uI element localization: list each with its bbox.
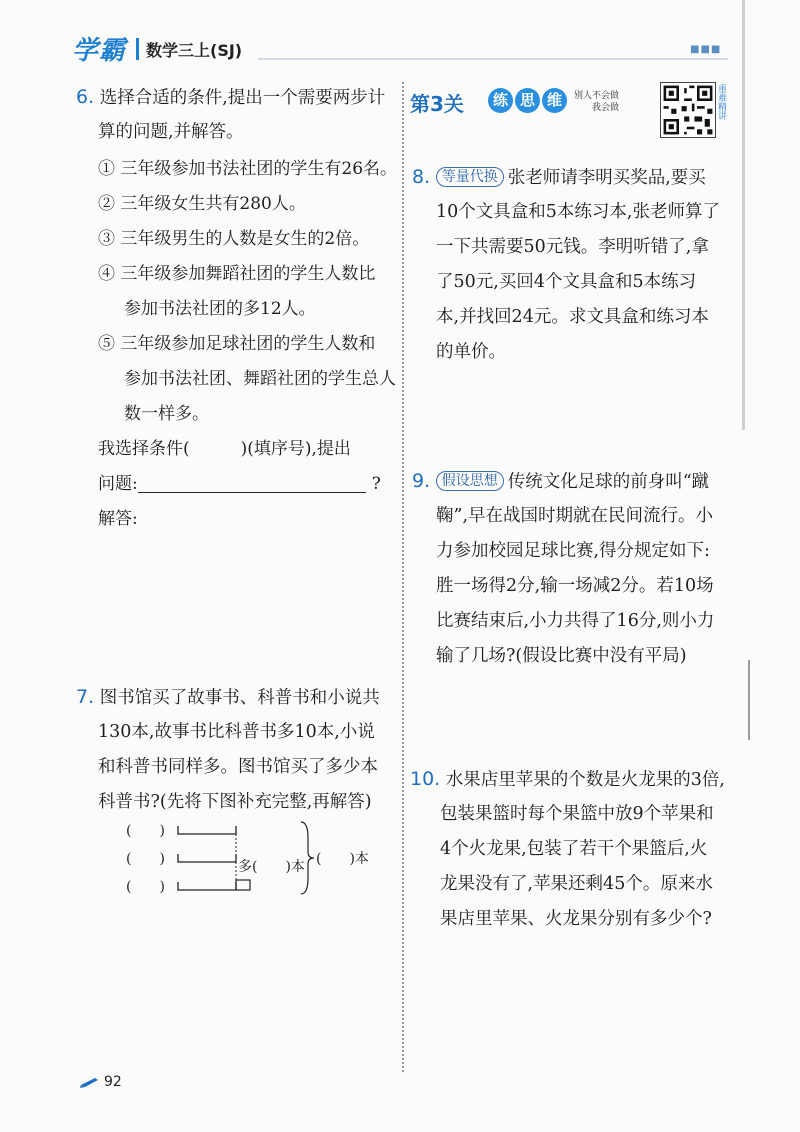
diagram-more-label[interactable]: 多( )本 bbox=[238, 859, 305, 875]
question-9-line2: 鞠”,早在战国时期就在民间流行。小 bbox=[436, 506, 714, 526]
condition-3: ③ 三年级男生的人数是女生的2倍。 bbox=[98, 229, 370, 249]
question-10-line4: 龙果没有了,苹果还剩45个。原来水 bbox=[440, 874, 713, 894]
question-text: 图书馆买了故事书、科普书和小说共 bbox=[99, 688, 380, 708]
question-9-line4: 胜一场得2分,输一场减2分。若10场 bbox=[436, 576, 714, 596]
question-number: 10. bbox=[410, 768, 441, 790]
question-number: 8. bbox=[412, 166, 431, 188]
method-tag: 假设思想 bbox=[436, 471, 504, 491]
column-divider bbox=[402, 82, 404, 1072]
method-tag: 等量代换 bbox=[436, 167, 504, 187]
level-title: 第3关 bbox=[410, 92, 464, 116]
question-text: 传统文化足球的前身叫“蹴 bbox=[507, 472, 710, 492]
qr-code-icon[interactable] bbox=[660, 82, 716, 138]
diagram-blank-1[interactable]: ( ) bbox=[126, 823, 165, 839]
badge-char: 练 bbox=[488, 88, 513, 113]
header-rule bbox=[258, 58, 728, 60]
question-8-line2: 10个文具盒和5本练习本,张老师算了 bbox=[436, 202, 720, 222]
question-9 bbox=[412, 464, 742, 500]
question-9-line5: 比赛结束后,小力共得了16分,则小力 bbox=[436, 611, 715, 631]
badge-char: 维 bbox=[542, 88, 567, 113]
question-10-line2: 包装果篮时每个果篮中放9个苹果和 bbox=[440, 804, 714, 824]
question-8 bbox=[412, 160, 742, 196]
question-10 bbox=[410, 762, 750, 798]
level-badge bbox=[488, 88, 567, 113]
question-7-line2: 130本,故事书比科普书多10本,小说 bbox=[98, 722, 375, 742]
question-7-line4: 科普书?(先将下图补充完整,再解答) bbox=[98, 792, 372, 812]
question-text-cont: 算的问题,并解答。 bbox=[98, 122, 244, 142]
question-7-line3: 和科普书同样多。图书馆买了多少本 bbox=[98, 757, 378, 777]
question-9-line6: 输了几场?(假设比赛中没有平局) bbox=[436, 646, 687, 666]
badge-char: 思 bbox=[515, 88, 540, 113]
question-10-line3: 4个火龙果,包装了若干个果篮后,火 bbox=[440, 839, 708, 859]
question-text: 选择合适的条件,提出一个需要两步计 bbox=[99, 88, 386, 108]
condition-1: ① 三年级参加书法社团的学生有26名。 bbox=[98, 159, 398, 179]
question-number: 7. bbox=[76, 686, 95, 708]
diagram-blank-2[interactable]: ( ) bbox=[126, 851, 165, 867]
diagram-blank-3[interactable]: ( ) bbox=[126, 879, 165, 895]
condition-4-cont: 参加书法社团的多12人。 bbox=[124, 299, 316, 319]
question-line bbox=[98, 467, 381, 502]
qr-side-label: 重难精讲 bbox=[716, 84, 726, 120]
question-8-line5: 本,并找回24元。求文具盒和练习本 bbox=[436, 307, 709, 327]
question-mark: ? bbox=[371, 474, 381, 494]
question-6 bbox=[76, 80, 396, 116]
question-10-line5: 果店里苹果、火龙果分别有多少个? bbox=[440, 909, 712, 929]
question-number: 9. bbox=[412, 470, 431, 492]
question-7 bbox=[76, 680, 380, 716]
question-blank[interactable] bbox=[138, 472, 366, 493]
choose-conditions-prompt: 我选择条件( )(填序号),提出 bbox=[98, 439, 351, 459]
question-text: 水果店里苹果的个数是火龙果的3倍, bbox=[445, 770, 725, 790]
pencil-icon bbox=[80, 1076, 100, 1088]
level-note bbox=[574, 90, 619, 114]
page-number: 92 bbox=[104, 1074, 122, 1090]
logo-divider bbox=[136, 38, 139, 60]
question-text: 张老师请李明买奖品,要买 bbox=[507, 168, 706, 188]
question-8-line6: 的单价。 bbox=[436, 342, 506, 362]
question-8-line4: 了50元,买回4个文具盒和5本练习 bbox=[436, 272, 697, 292]
page-edge-mark-lower bbox=[748, 660, 750, 740]
book-title: 数学三上(SJ) bbox=[146, 41, 243, 60]
condition-5: ⑤ 三年级参加足球社团的学生人数和 bbox=[98, 334, 376, 354]
diagram-total-label[interactable]: ( )本 bbox=[316, 851, 369, 867]
question-number: 6. bbox=[76, 86, 95, 108]
segment-diagram bbox=[126, 818, 386, 898]
condition-5-cont: 参加书法社团、舞蹈社团的学生总人 bbox=[124, 369, 396, 389]
condition-5-cont2: 数一样多。 bbox=[124, 404, 209, 424]
condition-4: ④ 三年级参加舞蹈社团的学生人数比 bbox=[98, 264, 376, 284]
header-dots-icon: ■■■ bbox=[690, 44, 722, 55]
question-label: 问题: bbox=[98, 474, 138, 494]
brand-logo: 学霸 bbox=[72, 36, 127, 66]
answer-label: 解答: bbox=[98, 509, 138, 529]
question-9-line3: 力参加校园足球比赛,得分规定如下: bbox=[436, 541, 710, 561]
page-edge-mark bbox=[742, 0, 745, 430]
condition-2: ② 三年级女生共有280人。 bbox=[98, 194, 306, 214]
level-note-line1: 别人不会做 bbox=[574, 91, 620, 101]
level-note-line2: 我会做 bbox=[592, 103, 620, 113]
question-8-line3: 一下共需要50元钱。李明听错了,拿 bbox=[436, 237, 709, 257]
